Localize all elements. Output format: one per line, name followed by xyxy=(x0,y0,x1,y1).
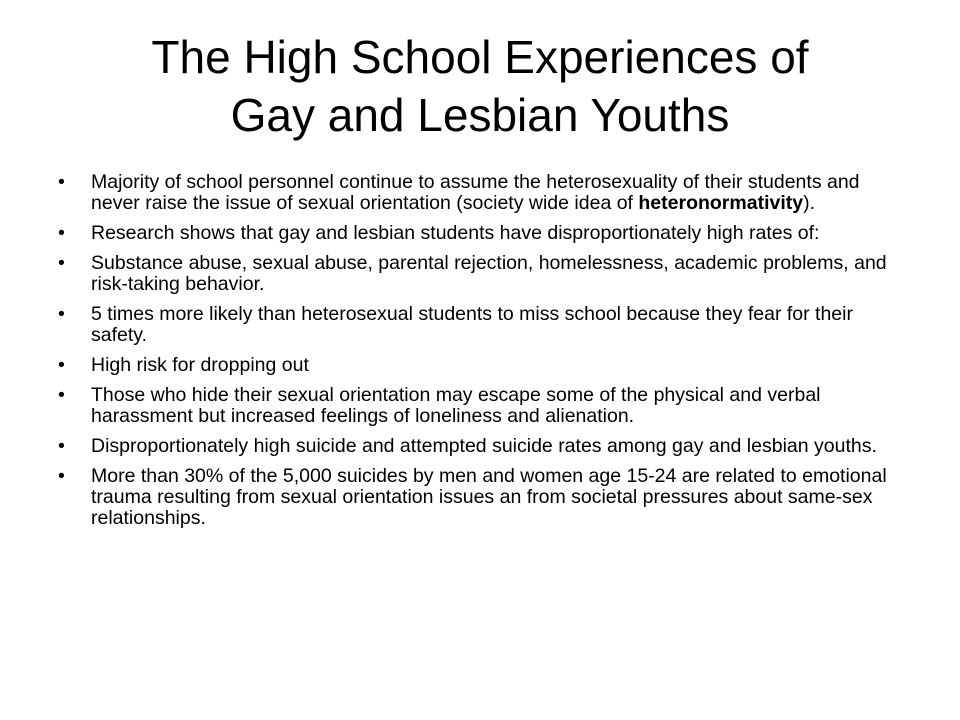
bullet-text: 5 times more likely than heterosexual students to miss school because they fear for their safety. xyxy=(91,303,853,346)
bullet-item-5 xyxy=(58,355,904,376)
bullet-text: Those who hide their sexual orientation may escape some of the physical and verbal harassment but increased feelings of loneliness and alienation. xyxy=(91,384,821,427)
bullet-icon: • xyxy=(58,171,65,193)
bullet-icon: • xyxy=(58,384,65,406)
slide-title xyxy=(60,28,900,144)
bold-term: heteronormativity xyxy=(638,192,804,214)
bullet-item-2 xyxy=(58,223,904,244)
bullet-icon: • xyxy=(58,222,65,244)
bullet-item-8 xyxy=(58,466,904,529)
bullet-text: Research shows that gay and lesbian students have disproportionately high rates of: xyxy=(91,222,820,244)
bullet-icon: • xyxy=(58,435,65,457)
bullet-text: Substance abuse, sexual abuse, parental rejection, homelessness, academic problems, and risk-taking behavior. xyxy=(91,252,887,295)
bullet-icon: • xyxy=(58,252,65,274)
bullet-text: High risk for dropping out xyxy=(91,354,309,376)
bullet-item-7 xyxy=(58,436,904,457)
bullet-item-4 xyxy=(58,304,904,346)
bullet-text: More than 30% of the 5,000 suicides by men and women age 15-24 are related to emotional trauma resulting from sexual orientation issues an from societal pressures about same-sex relationships. xyxy=(91,465,887,529)
bullet-icon: • xyxy=(58,465,65,487)
bullet-list xyxy=(58,172,904,538)
bullet-item-6 xyxy=(58,385,904,427)
bullet-icon: • xyxy=(58,354,65,376)
bullet-text: Majority of school personnel continue to assume the heterosexuality of their students and never raise the issue of sexual orientation (society wide idea of xyxy=(91,171,860,214)
bullet-item-3 xyxy=(58,253,904,295)
title-line-2: Gay and Lesbian Youths xyxy=(230,89,730,141)
bullet-icon: • xyxy=(58,303,65,325)
bullet-text: Disproportionately high suicide and attempted suicide rates among gay and lesbian youths. xyxy=(91,435,877,457)
title-line-1: The High School Experiences of xyxy=(151,31,809,83)
bullet-item-1 xyxy=(58,172,904,214)
bullet-text-tail: ). xyxy=(803,192,816,214)
